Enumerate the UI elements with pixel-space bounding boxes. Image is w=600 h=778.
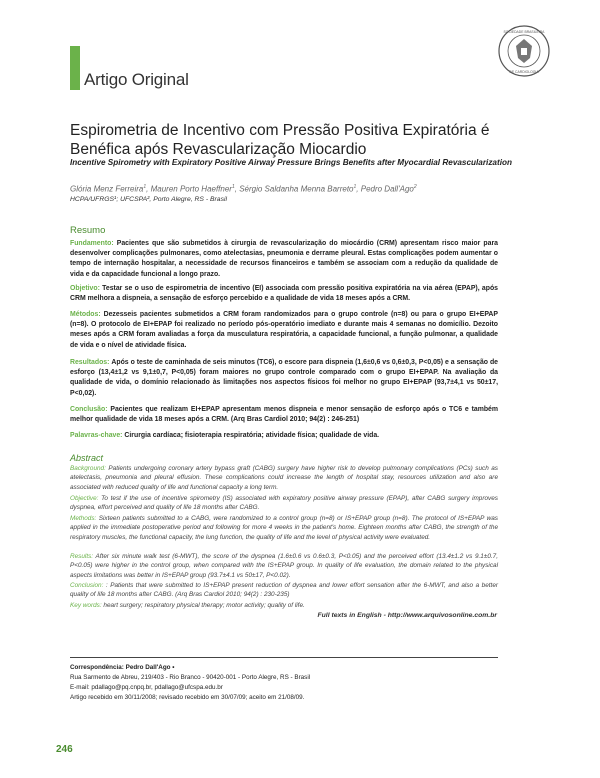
abstract-conclusion: Conclusion: : Patients that were submitted to IS+EPAP present reduction of dyspnea and lower effort sensation after the 6-MWT, and also a better quality of life 18 months after CABG. (Arq Bras Cardiol 2010; 94(2) : 230-235) bbox=[70, 582, 499, 599]
page-number: 246 bbox=[56, 744, 73, 755]
resumo-metodos: Métodos: Dezesseis pacientes submetidos a CRM foram randomizados para o grupo controle (n=8) ou para o grupo EI+EPAP (n=8). O protocolo de EI+EPAP foi realizado no período pós-operatório imediato e durante mais 4 semanas no domicílio. Dezoito meses após a CRM foram avaliadas a força da musculatura respiratória, a capacidade funcional, a função pulmonar, a qualidade de vida e o nível de atividade física. bbox=[70, 311, 498, 349]
article-dates: Artigo recebido em 30/11/2008; revisado recebido em 30/07/09; aceito em 21/08/09. bbox=[70, 694, 305, 701]
correspondence-heading: Correspondência: Pedro Dall'Ago • bbox=[70, 664, 175, 671]
abstract-background: Background: Patients undergoing coronary artery bypass graft (CABG) surgery have higher risk to develop pulmonary complications (PCs) such as atelectasis, pneumonia and pleural effusion. These complications could increase the length of hospital stay, resources utilization and also are associated with reduced quality of life and functional capacity a long term. bbox=[70, 465, 498, 491]
resumo-palavras-chave: Palavras-chave: Cirurgia cardíaca; fisioterapia respiratória; atividade física; qualidade de vida. bbox=[70, 432, 380, 439]
correspondence-address: Rua Sarmento de Abreu, 219/403 - Rio Branco - 90420-001 - Porto Alegre, RS - Brasil bbox=[70, 674, 311, 681]
footer-divider bbox=[70, 657, 498, 658]
svg-text:SOCIEDADE BRASILEIRA: SOCIEDADE BRASILEIRA bbox=[503, 30, 545, 34]
resumo-objetivo: Objetivo: Testar se o uso de espirometria de incentivo (EI) associada com pressão positiva expiratória na via aérea (EPAP), após CRM melhora a dispneia, a sensação de esforço percebido e a qualidade de vida 18 meses após a CRM. bbox=[70, 285, 498, 303]
svg-text:DE CARDIOLOGIA: DE CARDIOLOGIA bbox=[509, 70, 539, 74]
abstract-keywords: Key words: heart surgery; respiratory physical therapy; motor activity; quality of life. bbox=[70, 602, 305, 609]
author-list: Glória Menz Ferreira$^1$, Mauren Porto Haeffner$^1$, Sérgio Saldanha Menna Barreto$^1$, Pedro Dall'Ago$^2$ bbox=[70, 184, 417, 194]
resumo-resultados: Resultados: Após o teste de caminhada de seis minutos (TC6), o escore para dispneia (1,6±0,6 vs 0,6±0,3, P<0,05) e a sensação de esforço (13,4±1,2 vs 9,1±0,7, P<0,05) foram maiores no grupo controle comparado com o grupo EI+EPAP. Na avaliação da qualidade de vida, o domínio relacionado às limitações nos aspectos físicos foi melhor no grupo EI+EPAP (93,7±4,1 vs 50±17, P<0,02). bbox=[70, 359, 498, 397]
article-title: Espirometria de Incentivo com Pressão Positiva Expiratória é Benéfica após Revascularização Miocardio bbox=[70, 122, 490, 158]
author: Pedro Dall'Ago bbox=[360, 184, 414, 194]
affiliation: HCPA/UFRGS¹; UFCSPA², Porto Alegre, RS - Brasil bbox=[70, 196, 227, 203]
resumo-heading: Resumo bbox=[70, 225, 106, 236]
author: Sérgio Saldanha Menna Barreto bbox=[239, 184, 354, 194]
abstract-objective: Objective: To test if the use of incentive spirometry (IS) associated with expiratory positive airway pressure (EPAP), after CABG surgery improves dyspnea, effort perceived and quality of life 18 months after CABG. bbox=[70, 495, 498, 512]
resumo-conclusao: Conclusão: Pacientes que realizam EI+EPAP apresentam menos dispneia e menor sensação de esforço após o TC6 e também melhor qualidade de vida 18 meses após a CRM. (Arq Bras Cardiol 2010; 94(2) : 246-251) bbox=[70, 406, 498, 424]
abstract-results: Results: After six minute walk test (6-MWT), the score of the dyspnea (1.6±0.6 vs 0.6±0.3, P<0.05) and the perceived effort (13.4±1.2 vs 9.1±0.7, P<0.05) were higher in the control group, when compared with the IS+EPAP group. In quality of life evaluation, the domain related to the physical aspects limitations was better in IS+EPAP group (93.7±4.1 vs 50±17, P<0.02). bbox=[70, 553, 498, 579]
section-label: Artigo Original bbox=[84, 70, 189, 89]
section-accent-bar bbox=[70, 46, 80, 90]
full-texts-link[interactable]: Full texts in English - http://www.arquivosonline.com.br bbox=[317, 612, 497, 619]
journal-seal-icon bbox=[497, 24, 551, 78]
correspondence-email[interactable]: E-mail: pdallago@pq.cnpq.br, pdallago@ufcspa.edu.br bbox=[70, 684, 223, 691]
abstract-heading: Abstract bbox=[70, 453, 104, 463]
article-subtitle: Incentive Spirometry with Expiratory Positive Airway Pressure Brings Benefits after Myocardial Revascularization bbox=[70, 158, 512, 167]
author: Glória Menz Ferreira bbox=[70, 184, 144, 194]
author: Mauren Porto Haeffner bbox=[150, 184, 232, 194]
resumo-fundamento: Fundamento: Pacientes que são submetidos à cirurgia de revascularização do miocárdio (CRM) apresentam risco maior para desenvolver complicações pulmonares, como atelectasias, pneumonia e derrame pleural. Estas complicações podem aumentar o tempo de internação hospitalar, a necessidade de recursos financeiros e também se associam com a redução da qualidade de vida e da capacidade funcional a longo prazo. bbox=[70, 240, 498, 278]
abstract-methods: Methods: Sixteen patients submitted to a CABG, were randomized to a control group (n=8) or IS+EPAP group (n=8). The protocol of IS+EPAP was applied in the immediate postoperative period and following for more 4 weeks in the patient's home. Eighteen months after CABG, the strength of the respiratory muscles, the functional capacity, the lung function, the quality of life and the level of physical activity were evaluated. bbox=[70, 515, 498, 541]
